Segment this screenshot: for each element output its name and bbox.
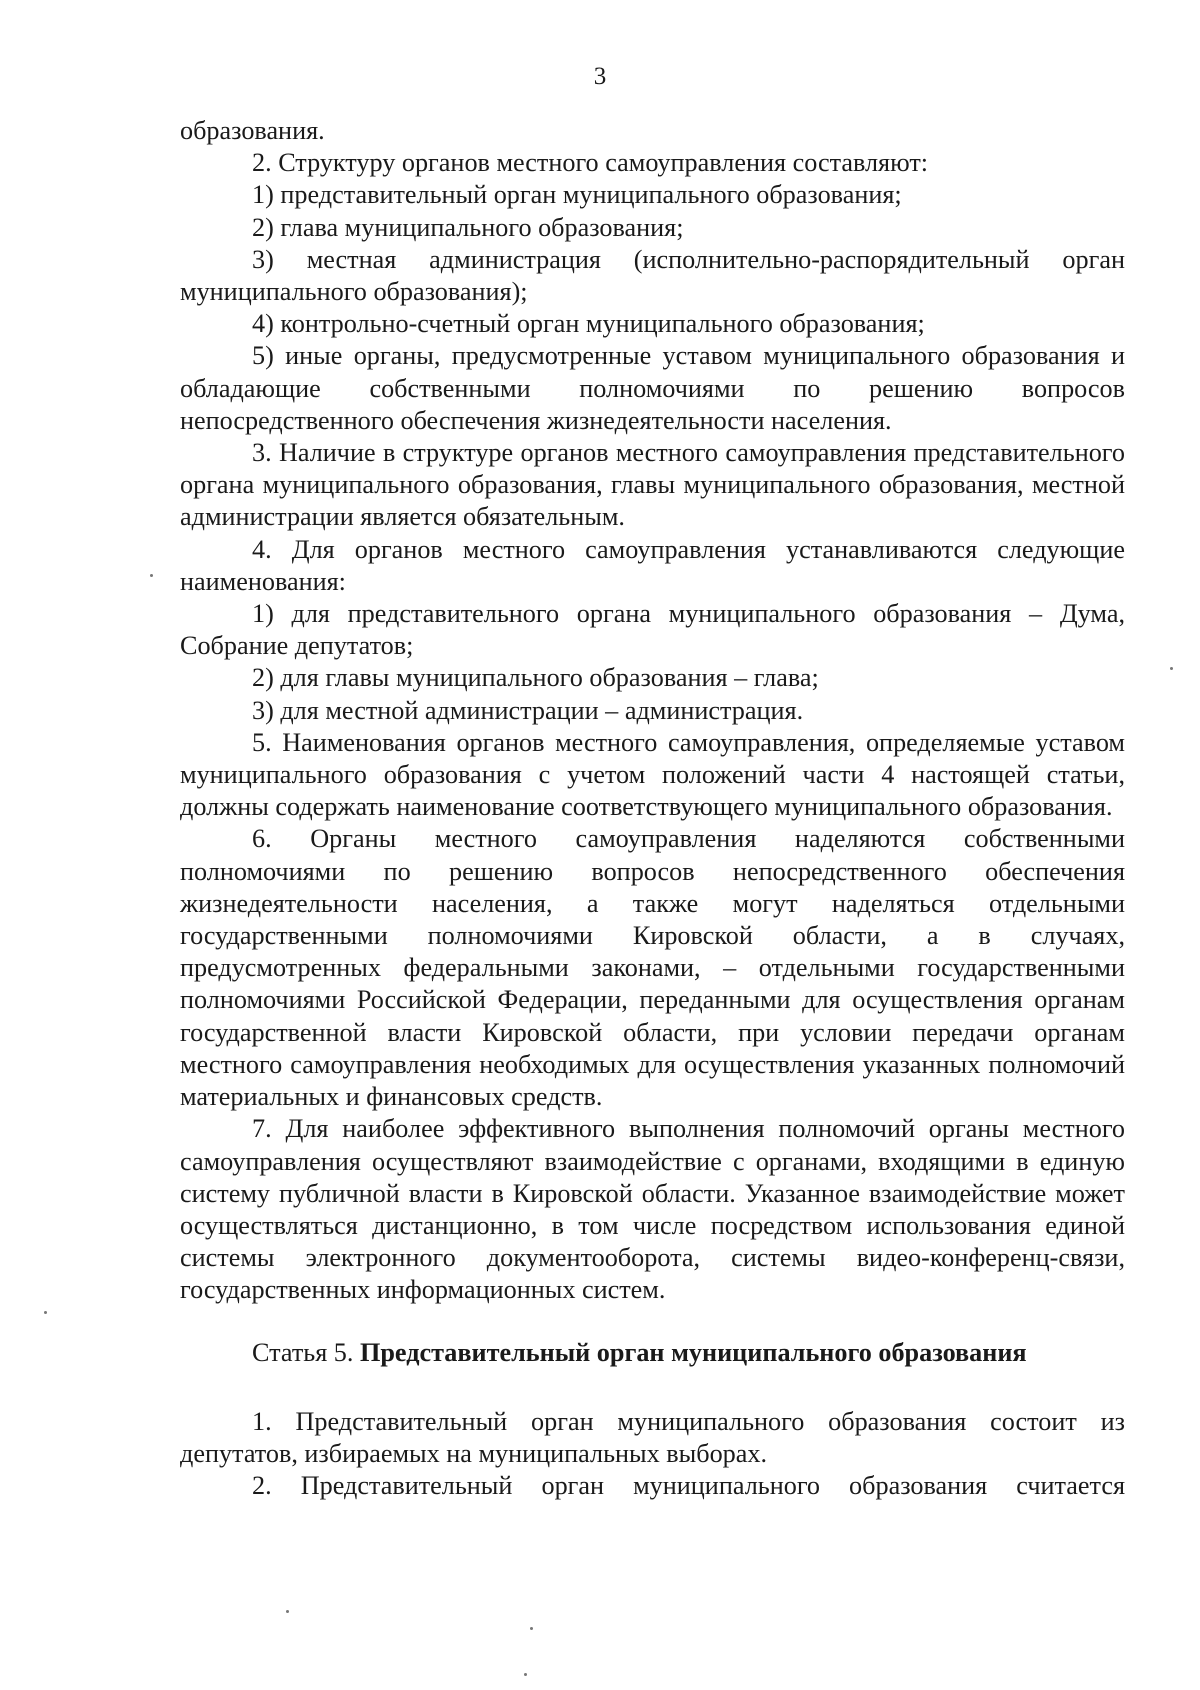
scan-speck bbox=[150, 574, 153, 577]
article-title: Представительный орган муниципального образования bbox=[360, 1337, 1027, 1367]
scan-speck bbox=[286, 1610, 289, 1613]
list-item-head: 2) глава муниципального образования; bbox=[252, 212, 684, 242]
paragraph-continuation: образования. bbox=[180, 116, 325, 145]
document-body bbox=[180, 115, 1125, 1502]
article-prefix: Статья 5. bbox=[252, 1337, 360, 1367]
list-item-local-administration: 3) местная администрация (исполнительно-распорядительный орган муниципального образования); bbox=[180, 244, 1125, 307]
paragraph-names-intro: 4. Для органов местного самоуправления устанавливаются следующие наименования: bbox=[180, 534, 1125, 596]
paragraph-article5-1: 1. Представительный орган муниципального образования состоит из депутатов, избираемых на муниципальных выборах. bbox=[180, 1406, 1125, 1468]
scan-speck bbox=[524, 1673, 527, 1676]
list-item-name-duma: 1) для представительного органа муниципального образования – Дума, Собрание депутатов; bbox=[180, 599, 1125, 661]
paragraph-article5-2: 2. Представительный орган муниципального образования считается bbox=[252, 1471, 1125, 1501]
paragraph-powers: 6. Органы местного самоуправления наделяются собственными полномочиями по решению вопросов непосредственного обеспечения жизнедеятельности населения, а также могут наделяться отдельными государственными полномочиями Кировской области, а в случаях, предусмотренных федеральными законами, – отдельными государственными полномочиями Российской Федерации, переданными для осуществления органам государственной власти Кировской области, при условии передачи органам местного самоуправления необходимых для осуществления указанных полномочий материальных и финансовых средств. bbox=[180, 824, 1125, 1112]
paragraph-mandatory-structure: 3. Наличие в структуре органов местного самоуправления представительного органа муниципального образования, главы муниципального образования, местной администрации является обязательным. bbox=[180, 438, 1125, 532]
article-heading bbox=[180, 1337, 1125, 1369]
paragraph-interaction: 7. Для наиболее эффективного выполнения полномочий органы местного самоуправления осуществляют взаимодействие с органами, входящими в единую систему публичной власти в Кировской области. Указанное взаимодействие может осуществляться дистанционно, в том числе посредством использования единой системы электронного документооборота, системы видео-конференц-связи, государственных информационных систем. bbox=[180, 1114, 1125, 1305]
list-item-representative-body: 1) представительный орган муниципального образования; bbox=[252, 180, 902, 210]
list-item-other-bodies: 5) иные органы, предусмотренные уставом муниципального образования и обладающие собственными полномочиями по решению вопросов непосредственного обеспечения жизнедеятельности населения. bbox=[180, 341, 1125, 435]
list-item-name-administration: 3) для местной администрации – администрация. bbox=[252, 695, 804, 725]
list-item-audit-body: 4) контрольно-счетный орган муниципального образования; bbox=[252, 309, 925, 339]
list-item-name-head: 2) для главы муниципального образования – глава; bbox=[252, 663, 819, 693]
page-number: 3 bbox=[593, 63, 607, 90]
paragraph-structure-intro: 2. Структуру органов местного самоуправления составляют: bbox=[252, 148, 929, 178]
scan-speck bbox=[1170, 667, 1173, 670]
scan-speck bbox=[530, 1627, 533, 1630]
paragraph-names-content: 5. Наименования органов местного самоуправления, определяемые уставом муниципального образования с учетом положений части 4 настоящей статьи, должны содержать наименование соответствующего муниципального образования. bbox=[180, 727, 1125, 822]
scan-speck bbox=[44, 1311, 47, 1314]
